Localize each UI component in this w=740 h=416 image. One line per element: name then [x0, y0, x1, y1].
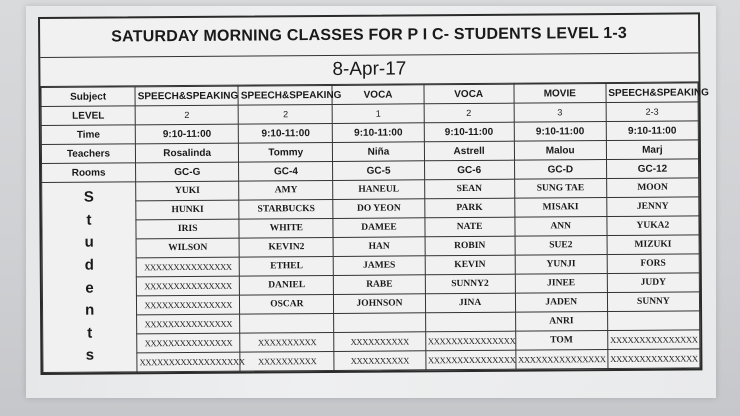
student-cell: YUNJI	[515, 255, 607, 275]
student-cell: JENNY	[607, 197, 699, 217]
student-cell: JAMES	[334, 256, 425, 276]
student-cell: SEAN	[424, 179, 514, 199]
student-cell: JADEN	[515, 293, 607, 313]
masked-student-cell: XXXXXXXXXX	[334, 351, 425, 371]
rooms-label: Rooms	[42, 163, 136, 183]
student-cell: DO YEON	[333, 199, 424, 219]
time-cell: 9:10-11:00	[424, 122, 514, 142]
student-cell: MOON	[606, 178, 698, 198]
student-cell: SUNNY	[607, 292, 699, 312]
students-label-letter: n	[84, 301, 95, 319]
subject-cell: VOCA	[332, 85, 423, 105]
student-cell: NATE	[424, 217, 514, 237]
student-cell: RABE	[334, 275, 425, 295]
student-cell: SUNNY2	[425, 274, 515, 294]
student-cell: FORS	[607, 254, 699, 274]
level-cell: 3	[514, 103, 606, 123]
student-cell	[425, 312, 515, 332]
level-cell: 2-3	[606, 102, 698, 122]
room-cell: GC-D	[514, 160, 606, 180]
room-cell: GC-6	[424, 160, 514, 180]
student-cell: JUDY	[607, 273, 699, 293]
teacher-cell: Rosalinda	[136, 143, 239, 163]
students-label-letter: t	[87, 324, 93, 342]
student-cell: ROBIN	[425, 236, 515, 256]
students-label	[42, 182, 137, 373]
student-cell: PARK	[424, 198, 514, 218]
student-cell: YUKI	[136, 181, 239, 201]
student-cell: HANEUL	[333, 180, 424, 200]
teachers-label: Teachers	[41, 144, 135, 164]
time-cell: 9:10-11:00	[514, 122, 606, 142]
masked-student-cell: XXXXXXXXXXXXXXX	[137, 314, 240, 334]
student-cell: KEVIN2	[239, 237, 333, 257]
room-cell: GC-5	[333, 161, 424, 181]
time-cell: 9:10-11:00	[239, 123, 333, 143]
masked-student-cell: XXXXXXXXXXXXXXX	[137, 333, 240, 353]
student-cell: WILSON	[136, 238, 239, 258]
students-label-letter: e	[85, 279, 94, 297]
student-cell: HUNKI	[136, 200, 239, 220]
masked-student-cell: XXXXXXXXXXXXXXXXXX	[137, 352, 240, 372]
schedule-date: 8-Apr-17	[40, 53, 698, 87]
room-cell: GC-4	[239, 161, 333, 181]
student-cell: AMY	[239, 180, 333, 200]
student-cell: ANN	[515, 217, 607, 237]
time-cell: 9:10-11:00	[333, 123, 424, 143]
teacher-cell: Malou	[514, 141, 606, 161]
student-cell	[334, 313, 425, 333]
time-label: Time	[41, 125, 135, 145]
level-cell: 2	[424, 103, 514, 123]
student-cell: DANIEL	[240, 275, 334, 295]
student-cell: HAN	[333, 237, 424, 257]
schedule-sheet	[38, 12, 709, 375]
student-cell: IRIS	[136, 219, 239, 239]
student-cell: SUNG TAE	[514, 179, 606, 199]
students-label-letter: s	[85, 346, 95, 364]
student-cell: KEVIN	[425, 255, 515, 275]
subject-cell: SPEECH&SPEAKING	[135, 86, 238, 106]
time-cell: 9:10-11:00	[135, 124, 238, 144]
subject-cell: MOVIE	[514, 84, 606, 104]
masked-student-cell: XXXXXXXXXXXXXXX	[425, 350, 515, 370]
student-cell: JINEE	[515, 274, 607, 294]
level-label: LEVEL	[41, 106, 135, 126]
room-cell: GC-12	[606, 159, 698, 179]
student-cell: ETHEL	[239, 256, 333, 276]
teacher-cell: Marj	[606, 140, 698, 160]
students-label-letter: d	[84, 256, 94, 274]
student-cell: TOM	[515, 331, 607, 351]
level-cell: 2	[135, 105, 238, 125]
student-cell: OSCAR	[240, 294, 334, 314]
masked-student-cell: XXXXXXXXXXXXXXX	[136, 257, 239, 277]
level-cell: 1	[333, 104, 424, 124]
masked-student-cell: XXXXXXXXXXXXXXX	[136, 276, 239, 296]
students-label-letter: S	[83, 188, 94, 206]
teacher-cell: Niña	[333, 142, 424, 162]
subject-cell: SPEECH&SPEAKING	[606, 83, 698, 103]
student-cell: ANRI	[515, 312, 607, 332]
masked-student-cell: XXXXXXXXXX	[240, 332, 334, 352]
masked-student-cell: XXXXXXXXXX	[240, 351, 334, 371]
masked-student-cell: XXXXXXXXXXXXXXX	[137, 295, 240, 315]
room-cell: GC-G	[136, 162, 239, 182]
masked-student-cell: XXXXXXXXXXXXXXX	[608, 349, 700, 369]
student-cell	[607, 311, 699, 331]
time-cell: 9:10-11:00	[606, 121, 698, 141]
masked-student-cell: XXXXXXXXXXXXXXX	[425, 331, 515, 351]
subject-cell: VOCA	[424, 84, 514, 104]
student-cell: JINA	[425, 293, 515, 313]
level-cell: 2	[238, 104, 332, 124]
students-label-letter: u	[84, 233, 94, 251]
student-cell: SUE2	[515, 236, 607, 256]
masked-student-cell: XXXXXXXXXXXXXXX	[516, 350, 608, 370]
student-cell: DAMEE	[333, 218, 424, 238]
student-row	[43, 349, 700, 373]
student-cell: WHITE	[239, 218, 333, 238]
student-cell: STARBUCKS	[239, 199, 333, 219]
student-cell	[240, 313, 334, 333]
schedule-table	[40, 82, 709, 373]
teacher-cell: Astrell	[424, 141, 514, 161]
student-cell: YUKA2	[607, 216, 699, 236]
teacher-cell: Tommy	[239, 142, 333, 162]
students-label-letter: t	[86, 211, 92, 229]
schedule-title: SATURDAY MORNING CLASSES FOR P I C- STUDENTS LEVEL 1-3	[40, 14, 698, 58]
subject-cell: SPEECH&SPEAKING	[238, 85, 332, 105]
subject-label: Subject	[41, 87, 135, 107]
student-cell: MIZUKI	[607, 235, 699, 255]
masked-student-cell: XXXXXXXXXXXXXXX	[608, 330, 700, 350]
student-cell: MISAKI	[514, 198, 606, 218]
student-cell: JOHNSON	[334, 294, 425, 314]
masked-student-cell: XXXXXXXXXX	[334, 332, 425, 352]
